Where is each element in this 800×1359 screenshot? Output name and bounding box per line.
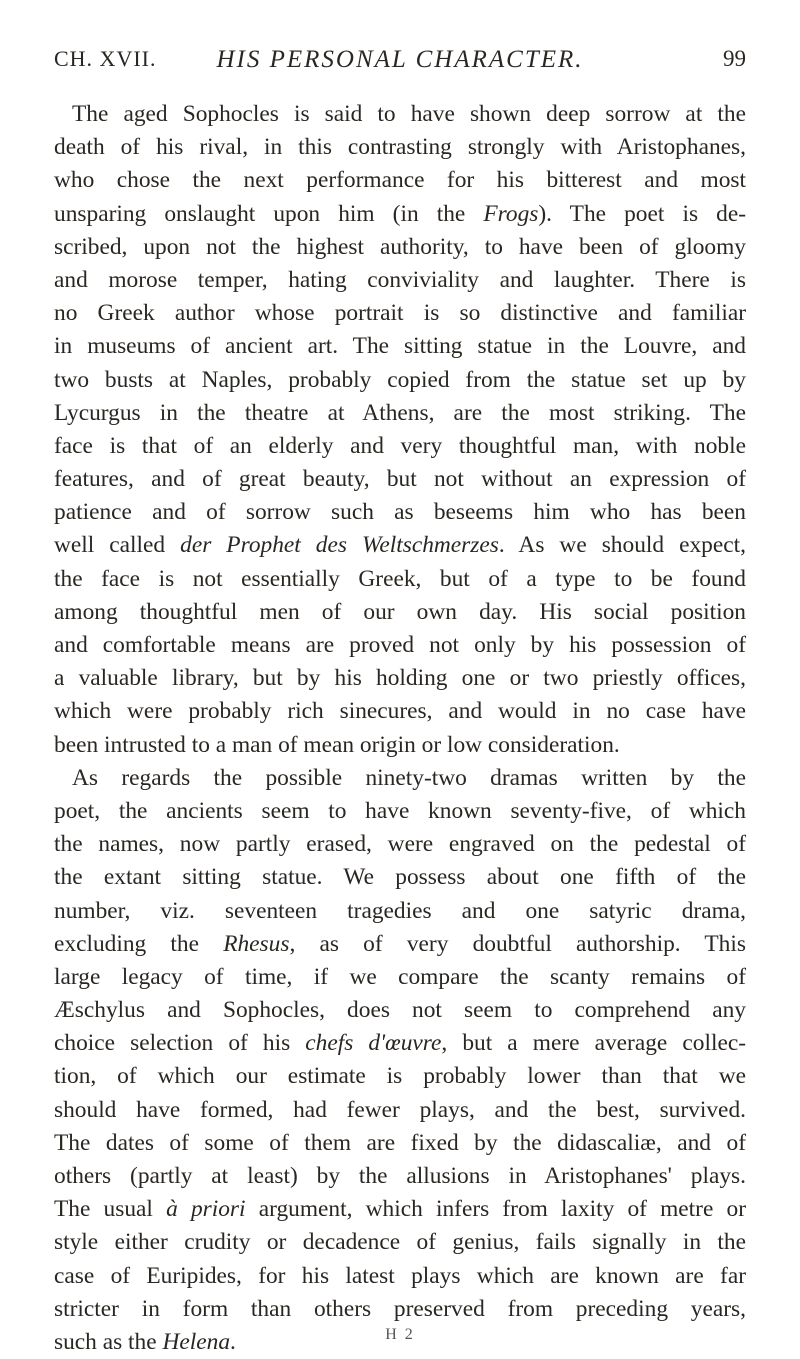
text-line: the face is not essentially Greek, but of a type to be found: [54, 565, 746, 592]
running-title: HIS PERSONAL CHARACTER.: [216, 46, 584, 73]
running-head: [54, 46, 746, 86]
text-line: no Greek author whose portrait is so distinctive and familiar: [54, 300, 746, 327]
body-text: [54, 98, 746, 1359]
text-line: among thoughtful men of our own day. His social position: [54, 598, 746, 625]
chapter-number: CH. XVII.: [54, 46, 157, 71]
text-line: The dates of some of them are fixed by the didascaliæ, and of: [54, 1129, 746, 1156]
text-line: choice selection of his chefs d'œuvre, but a mere average collec-: [54, 1030, 746, 1057]
text-line: The aged Sophocles is said to have shown deep sorrow at the: [72, 101, 746, 127]
text-line: scribed, upon not the highest authority, to have been of gloomy: [54, 233, 746, 260]
text-line: death of his rival, in this contrasting strongly with Aristophanes,: [54, 134, 746, 161]
italic-phrase: chefs d'œuvre: [305, 1030, 442, 1057]
italic-title: Rhesus: [223, 930, 290, 957]
text-line: two busts at Naples, probably copied from the statue set up by: [54, 366, 746, 393]
text-line: excluding the Rhesus, as of very doubtful authorship. This: [54, 930, 746, 957]
text-line: the extant sitting statue. We possess about one fifth of the: [54, 864, 746, 891]
text-line: been intrusted to a man of mean origin or low consideration.: [54, 731, 620, 758]
text-line: Lycurgus in the theatre at Athens, are the most striking. The: [54, 399, 746, 426]
text-line: features, and of great beauty, but not without an expression of: [54, 466, 746, 493]
text-line: tion, of which our estimate is probably lower than that we: [54, 1063, 746, 1090]
text-line: The usual à priori argument, which infers from laxity of metre or: [54, 1196, 747, 1223]
italic-phrase: à priori: [166, 1196, 246, 1223]
italic-title: Helena: [162, 1328, 231, 1355]
text-line: such as the Helena.: [54, 1328, 236, 1355]
text-line: Æschylus and Sophocles, does not seem to comprehend any: [54, 997, 746, 1024]
text-line: others (partly at least) by the allusions in Aristophanes' plays.: [54, 1163, 746, 1189]
text-line: and comfortable means are proved not only by his possession of: [54, 632, 746, 658]
text-line: the names, now partly erased, were engraved on the pedestal of: [54, 831, 746, 858]
text-line: which were probably rich sinecures, and would in no case have: [54, 698, 746, 725]
text-line: well called der Prophet des Weltschmerzes. As we should expect,: [54, 532, 746, 559]
italic-title: Frogs: [483, 200, 539, 227]
text-line: face is that of an elderly and very thoughtful man, with noble: [54, 432, 746, 459]
italic-phrase: der Prophet des Weltschmerzes: [180, 532, 499, 559]
text-line: in museums of ancient art. The sitting statue in the Louvre, and: [54, 333, 746, 360]
text-line: a valuable library, but by his holding one or two priestly offices,: [54, 665, 746, 692]
text-line: As regards the possible ninety-two dramas written by the: [72, 764, 746, 791]
signature-mark: H 2: [385, 1326, 415, 1343]
text-line: should have formed, had fewer plays, and the best, survived.: [54, 1096, 746, 1123]
text-line: and morose temper, hating conviviality and laughter. There is: [54, 266, 746, 293]
page-number: 99: [723, 46, 746, 71]
text-line: style either crudity or decadence of genius, fails signally in the: [54, 1229, 746, 1256]
text-line: poet, the ancients seem to have known seventy-five, of which: [54, 797, 746, 824]
text-line: stricter in form than others preserved from preceding years,: [54, 1295, 746, 1322]
text-line: patience and of sorrow such as beseems him who has been: [54, 499, 746, 526]
text-line: unsparing onslaught upon him (in the Frogs). The poet is de-: [54, 200, 746, 227]
text-line: case of Euripides, for his latest plays which are known are far: [54, 1262, 746, 1289]
text-line: large legacy of time, if we compare the scanty remains of: [54, 963, 746, 990]
text-line: number, viz. seventeen tragedies and one satyric drama,: [54, 897, 746, 924]
text-line: who chose the next performance for his bitterest and most: [54, 167, 746, 194]
